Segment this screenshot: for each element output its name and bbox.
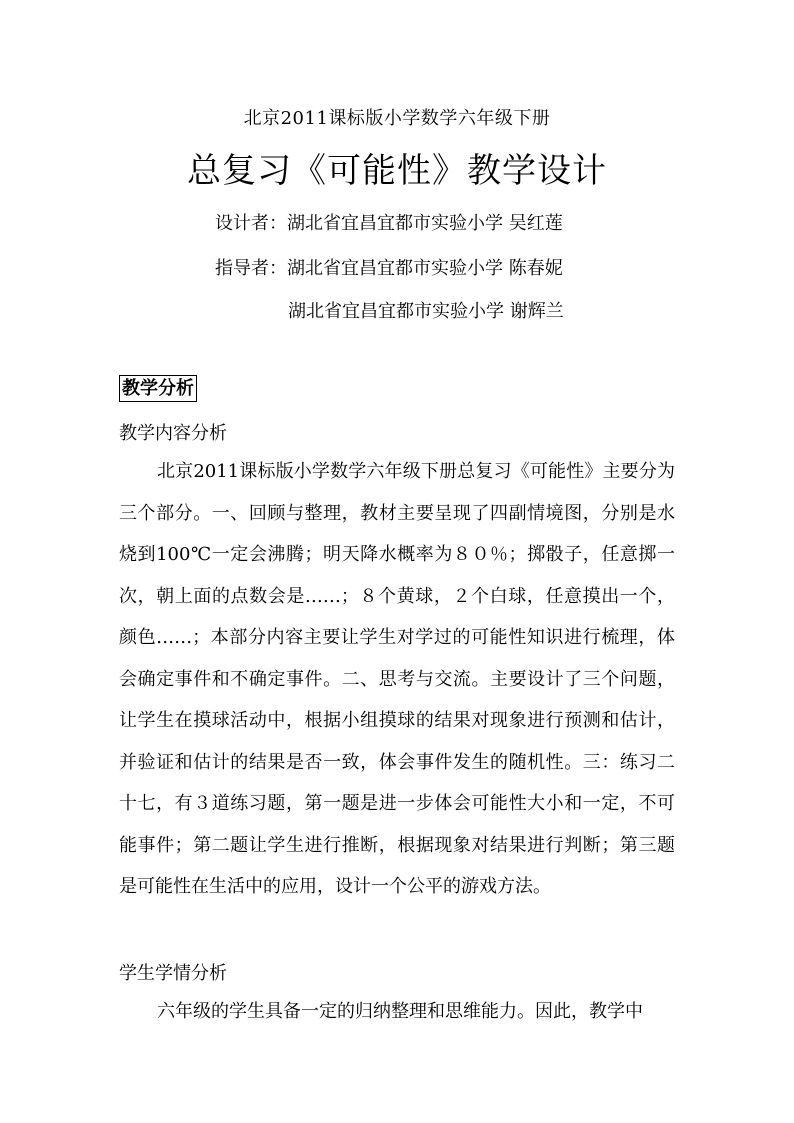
- paragraph-content-analysis: 北京2011课标版小学数学六年级下册总复习《可能性》主要分为三个部分。一、回顾与整理，教材主要呈现了四副情境图，分别是水烧到100℃一定会沸腾；明天降水概率为８０％；掷骰子，任意掷一次，朝上面的点数会是……；８个黄球，２个白球，任意摸出一个，颜色……；本部分内容主要让学生对学过的可能性知识进行梳理，体会确定事件和不确定事件。二、思考与交流。主要设计了三个问题，让学生在摸球活动中，根据小组摸球的结果对现象进行预测和估计，并验证和估计的结果是否一致，体会事件发生的随机性。三：练习二十七，有３道练习题，第一题是进一步体会可能性大小和一定，不可能事件；第二题让学生进行推断，根据现象对结果进行判断；第三题是可能性在生活中的应用，设计一个公平的游戏方法。: [119, 461, 675, 897]
- document-title: 总复习《可能性》教学设计: [187, 151, 607, 191]
- subheading-student-analysis: 学生学情分析: [119, 963, 227, 984]
- advisor-credit-second: 湖北省宜昌宜都市实验小学 谢辉兰: [288, 301, 564, 322]
- subheading-content-analysis: 教学内容分析: [119, 423, 227, 444]
- paragraph-student-analysis: 六年级的学生具备一定的归纳整理和思维能力。因此，教学中: [157, 1001, 643, 1022]
- document-subtitle: 北京2011课标版小学数学六年级下册: [243, 108, 551, 129]
- section-heading-teaching-analysis: 教学分析: [119, 375, 197, 402]
- advisor-credit: 指导者：湖北省宜昌宜都市实验小学 陈春妮: [215, 258, 563, 279]
- designer-credit: 设计者：湖北省宜昌宜都市实验小学 吴红莲: [215, 213, 563, 234]
